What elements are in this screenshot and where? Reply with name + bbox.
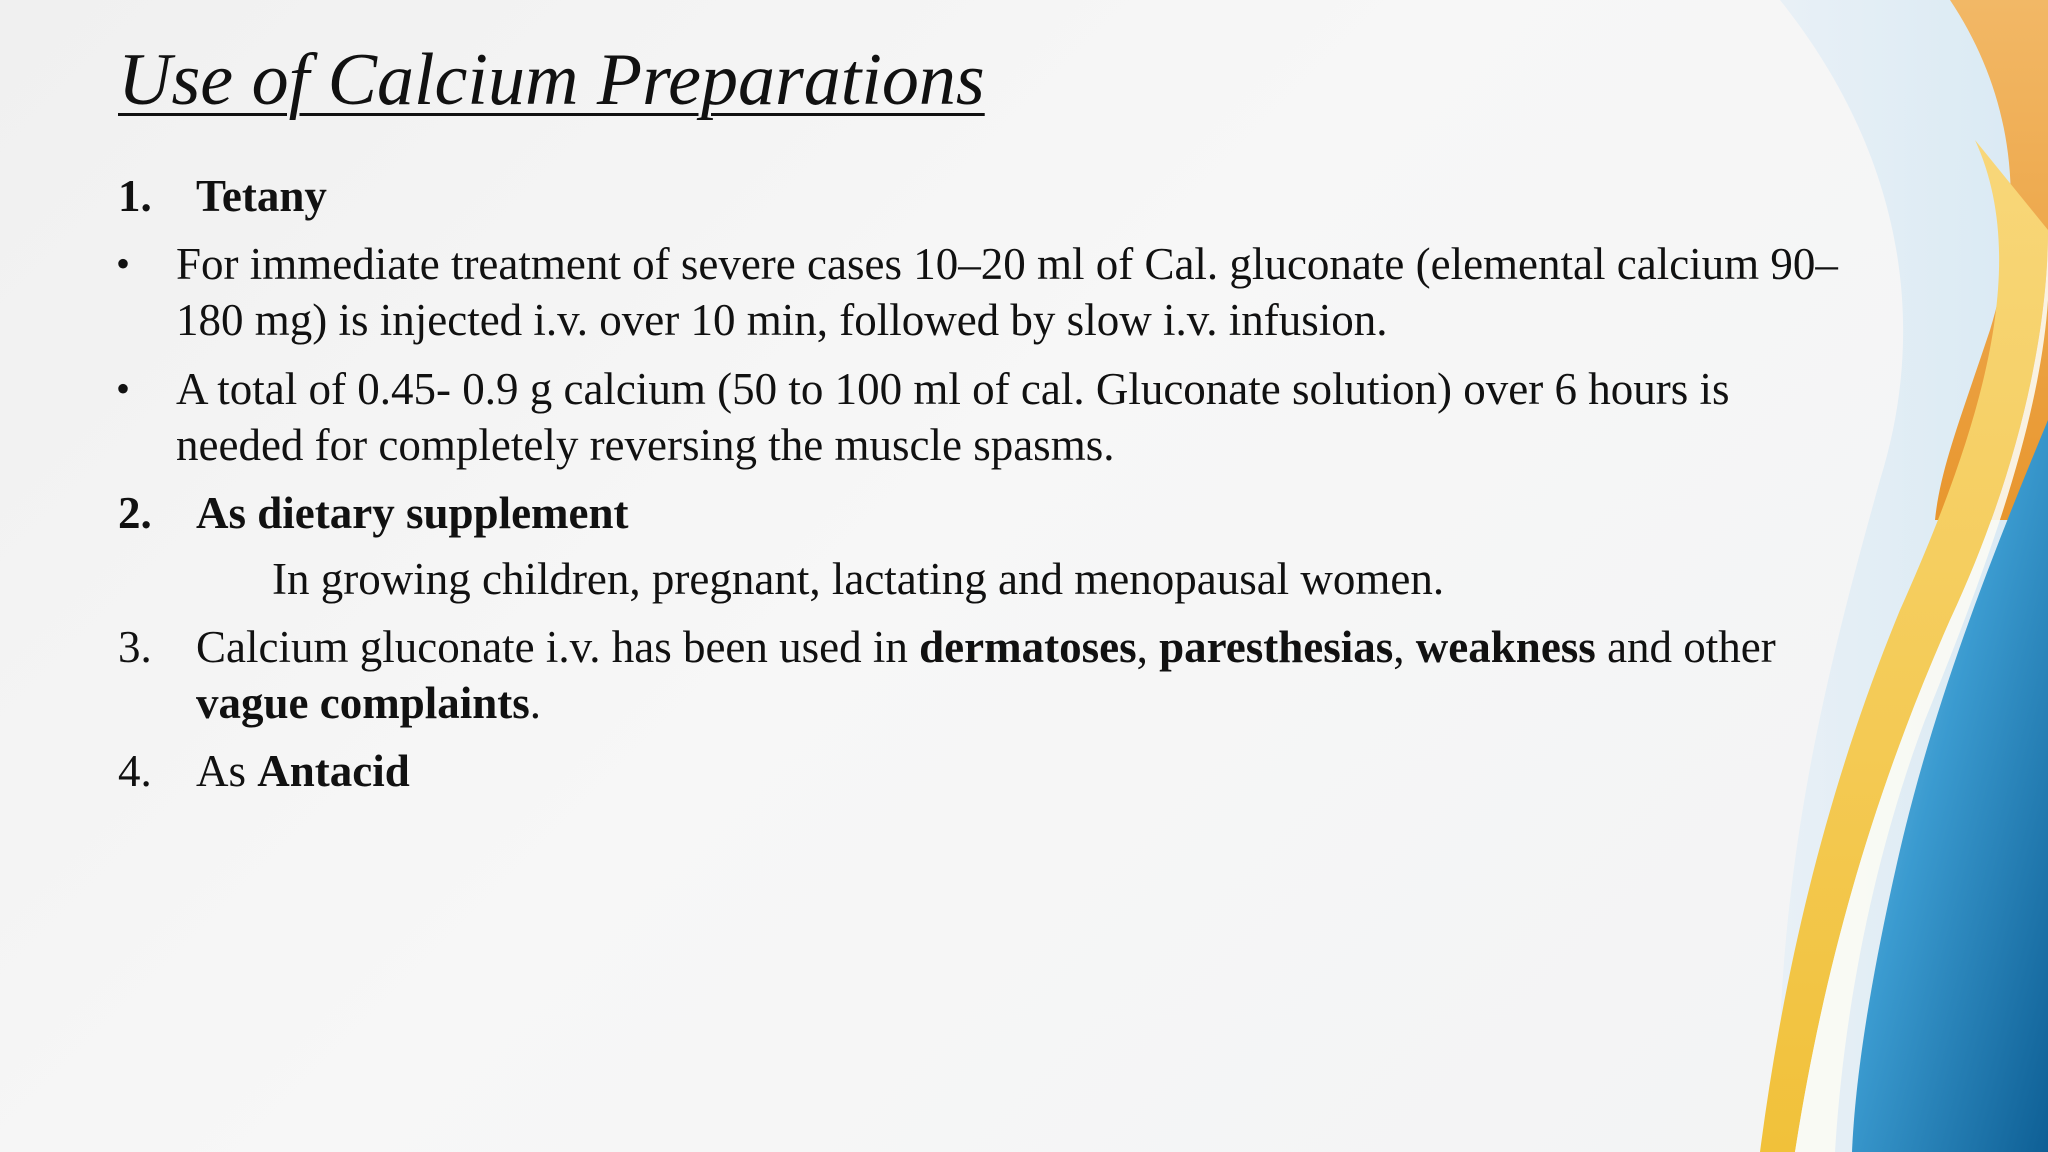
tetany-bullet-2-line-2: needed for completely reversing the muscle spasms.: [176, 420, 1115, 470]
item-3-paresthesias: paresthesias: [1159, 622, 1394, 672]
item-3-sep-b: ,: [1393, 622, 1416, 672]
item-1-number: 1.: [118, 171, 152, 221]
tetany-bullet-2-line-1: A total of 0.45- 0.9 g calcium (50 to 100 ml of cal. Gluconate solution) over 6 hours is: [176, 364, 1730, 414]
item-3-end: .: [529, 678, 542, 728]
tetany-bullet-1-line-1: For immediate treatment of severe cases 10–20 ml of Cal. gluconate (elemental calcium 90–: [176, 239, 1838, 289]
item-2-heading: As dietary supplement: [196, 488, 629, 538]
item-3-number: 3.: [118, 622, 152, 672]
item-4-antacid-bold: Antacid: [257, 746, 410, 796]
item-3-vague-complaints: vague complaints: [196, 678, 530, 728]
item-3-sep-a: ,: [1136, 622, 1160, 672]
item-3-weakness: weakness: [1415, 622, 1596, 672]
item-3-dermatoses: dermatoses: [919, 622, 1137, 672]
item-1-heading: Tetany: [196, 171, 327, 221]
item-4-number: 4.: [118, 746, 152, 796]
bullet-icon: •: [116, 366, 131, 411]
item-4-line: [196, 743, 410, 799]
tetany-bullet-1-line-2: 180 mg) is injected i.v. over 10 min, followed by slow i.v. infusion.: [176, 295, 1388, 345]
item-3-text-a: Calcium gluconate i.v. has been used in: [196, 622, 920, 672]
item-2-number: 2.: [118, 488, 152, 538]
supplement-text: In growing children, pregnant, lactating and menopausal women.: [272, 554, 1445, 604]
item-4-text: As: [196, 746, 258, 796]
item-3-text-b: and other: [1595, 622, 1776, 672]
item-3-line-2: [196, 675, 541, 731]
slide-title: Use of Calcium Preparations: [118, 39, 985, 121]
bullet-icon: •: [116, 241, 131, 286]
item-3-line-1: [196, 619, 1776, 675]
